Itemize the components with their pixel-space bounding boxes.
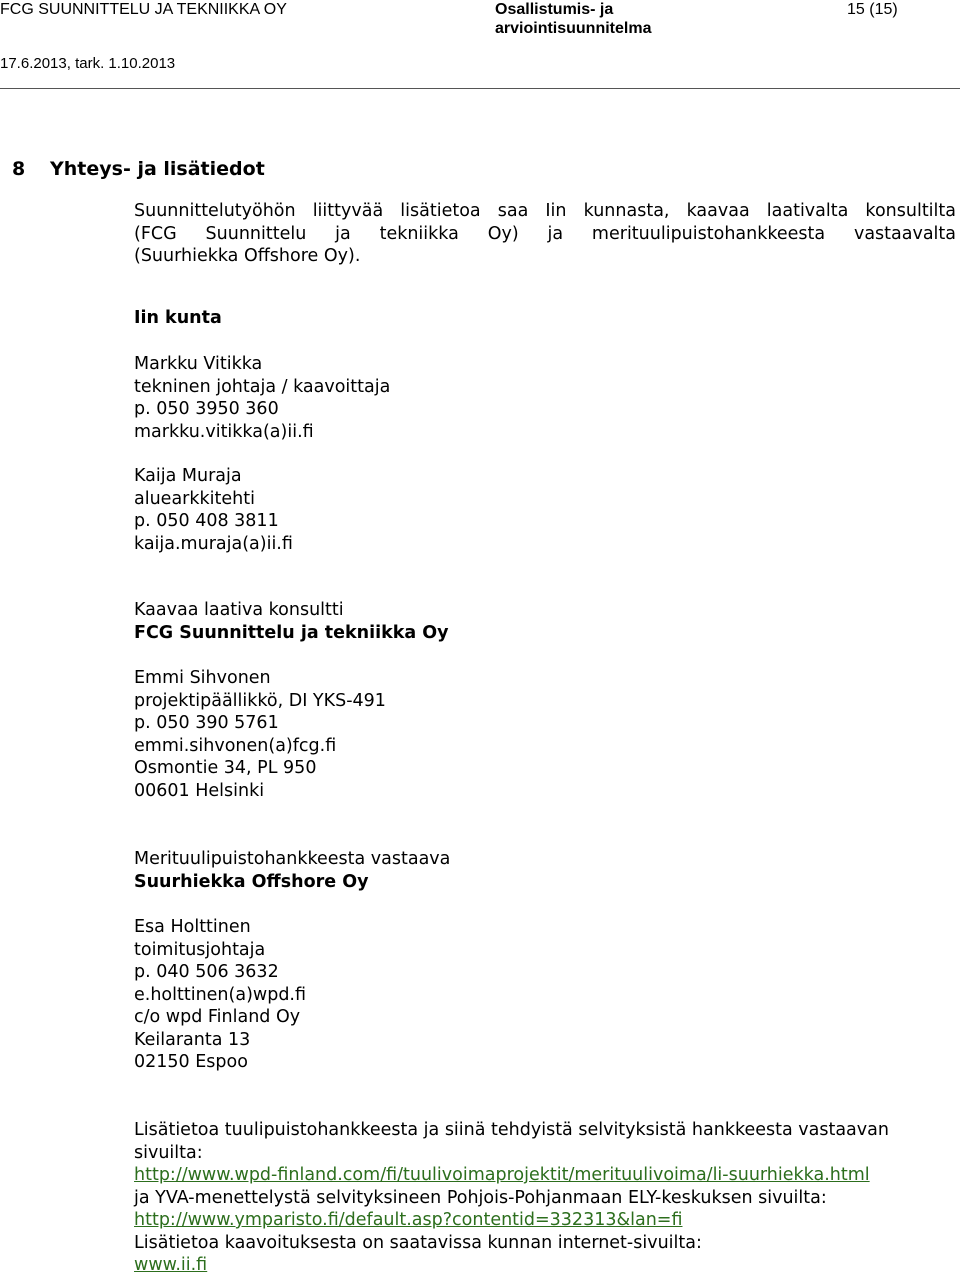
contact-email: emmi.sihvonen(a)fcg.fi <box>134 735 337 756</box>
contact-phone: p. 040 506 3632 <box>134 962 279 982</box>
contact-title: tekninen johtaja / kaavoittaja <box>134 376 391 397</box>
header-company: FCG SUUNNITTELU JA TEKNIIKKA OY <box>0 1 287 18</box>
contact-phone: p. 050 408 3811 <box>134 511 279 531</box>
iin-heading: Iin kunta <box>134 308 222 328</box>
fcg-label: Kaavaa laativa konsultti <box>134 600 344 620</box>
fcg-contact-sihvonen <box>134 667 386 802</box>
intro-paragraph <box>134 200 956 268</box>
contact-city: 02150 Espoo <box>134 1052 248 1072</box>
iin-contact-vitikka <box>134 353 390 443</box>
ii-link[interactable]: www.ii.fi <box>134 1255 208 1275</box>
wpd-link[interactable]: http://www.wpd-finland.com/fi/tuulivoimaprojektit/merituulivoima/li-suurhiekka.html <box>134 1165 870 1185</box>
intro-line: Suunnittelutyöhön liittyvää lisätietoa saa Iin kunnasta, kaavaa laativalta konsultilta <box>134 201 956 221</box>
contact-co: c/o wpd Finland Oy <box>134 1007 301 1027</box>
contact-email: markku.vitikka(a)ii.fi <box>134 421 314 442</box>
intro-line: (FCG Suunnittelu ja tekniikka Oy) ja merituulipuistohankkeesta vastaavalta <box>134 223 956 244</box>
suurhiekka-company: Suurhiekka Offshore Oy <box>134 872 369 892</box>
header-doc-title-2: arviointisuunnitelma <box>495 20 652 37</box>
contact-name: Esa Holttinen <box>134 917 251 937</box>
more-info-text: ja YVA-menettelystä selvityksineen Pohjois-Pohjanmaan ELY-keskuksen sivuilta: <box>134 1187 827 1208</box>
contact-name: Emmi Sihvonen <box>134 668 271 688</box>
more-info-text: Lisätietoa kaavoituksesta on saatavissa kunnan internet-sivuilta: <box>134 1232 702 1253</box>
contact-street: Keilaranta 13 <box>134 1029 251 1050</box>
suurhiekka-contact-holttinen <box>134 916 306 1074</box>
contact-city: 00601 Helsinki <box>134 780 265 801</box>
contact-phone: p. 050 3950 360 <box>134 399 279 419</box>
header-date: 17.6.2013, tark. 1.10.2013 <box>0 55 176 72</box>
header-divider <box>0 88 960 89</box>
contact-title: aluearkkitehti <box>134 488 255 509</box>
intro-line: (Suurhiekka Offshore Oy). <box>134 246 361 266</box>
more-info <box>134 1119 889 1277</box>
contact-phone: p. 050 390 5761 <box>134 713 279 733</box>
header-page-number: 15 (15) <box>847 1 898 18</box>
header-doc-title-1: Osallistumis- ja <box>495 1 614 18</box>
ymparisto-link[interactable]: http://www.ymparisto.fi/default.asp?contentid=332313&lan=fi <box>134 1210 683 1230</box>
contact-email: e.holttinen(a)wpd.fi <box>134 984 307 1005</box>
contact-street: Osmontie 34, PL 950 <box>134 758 317 778</box>
more-info-text: sivuilta: <box>134 1142 203 1163</box>
section-number: 8 <box>12 158 26 180</box>
contact-title: toimitusjohtaja <box>134 939 266 960</box>
contact-name: Kaija Muraja <box>134 466 242 486</box>
fcg-company: FCG Suunnittelu ja tekniikka Oy <box>134 623 449 643</box>
contact-title: projektipäällikkö, DI YKS-491 <box>134 690 386 711</box>
contact-email: kaija.muraja(a)ii.fi <box>134 533 293 554</box>
iin-contact-muraja <box>134 465 293 555</box>
contact-name: Markku Vitikka <box>134 354 263 374</box>
suurhiekka-label: Merituulipuistohankkeesta vastaava <box>134 849 451 869</box>
section-title: Yhteys- ja lisätiedot <box>50 158 265 180</box>
more-info-text: Lisätietoa tuulipuistohankkeesta ja siinä tehdyistä selvityksistä hankkeesta vastaavan <box>134 1120 889 1140</box>
